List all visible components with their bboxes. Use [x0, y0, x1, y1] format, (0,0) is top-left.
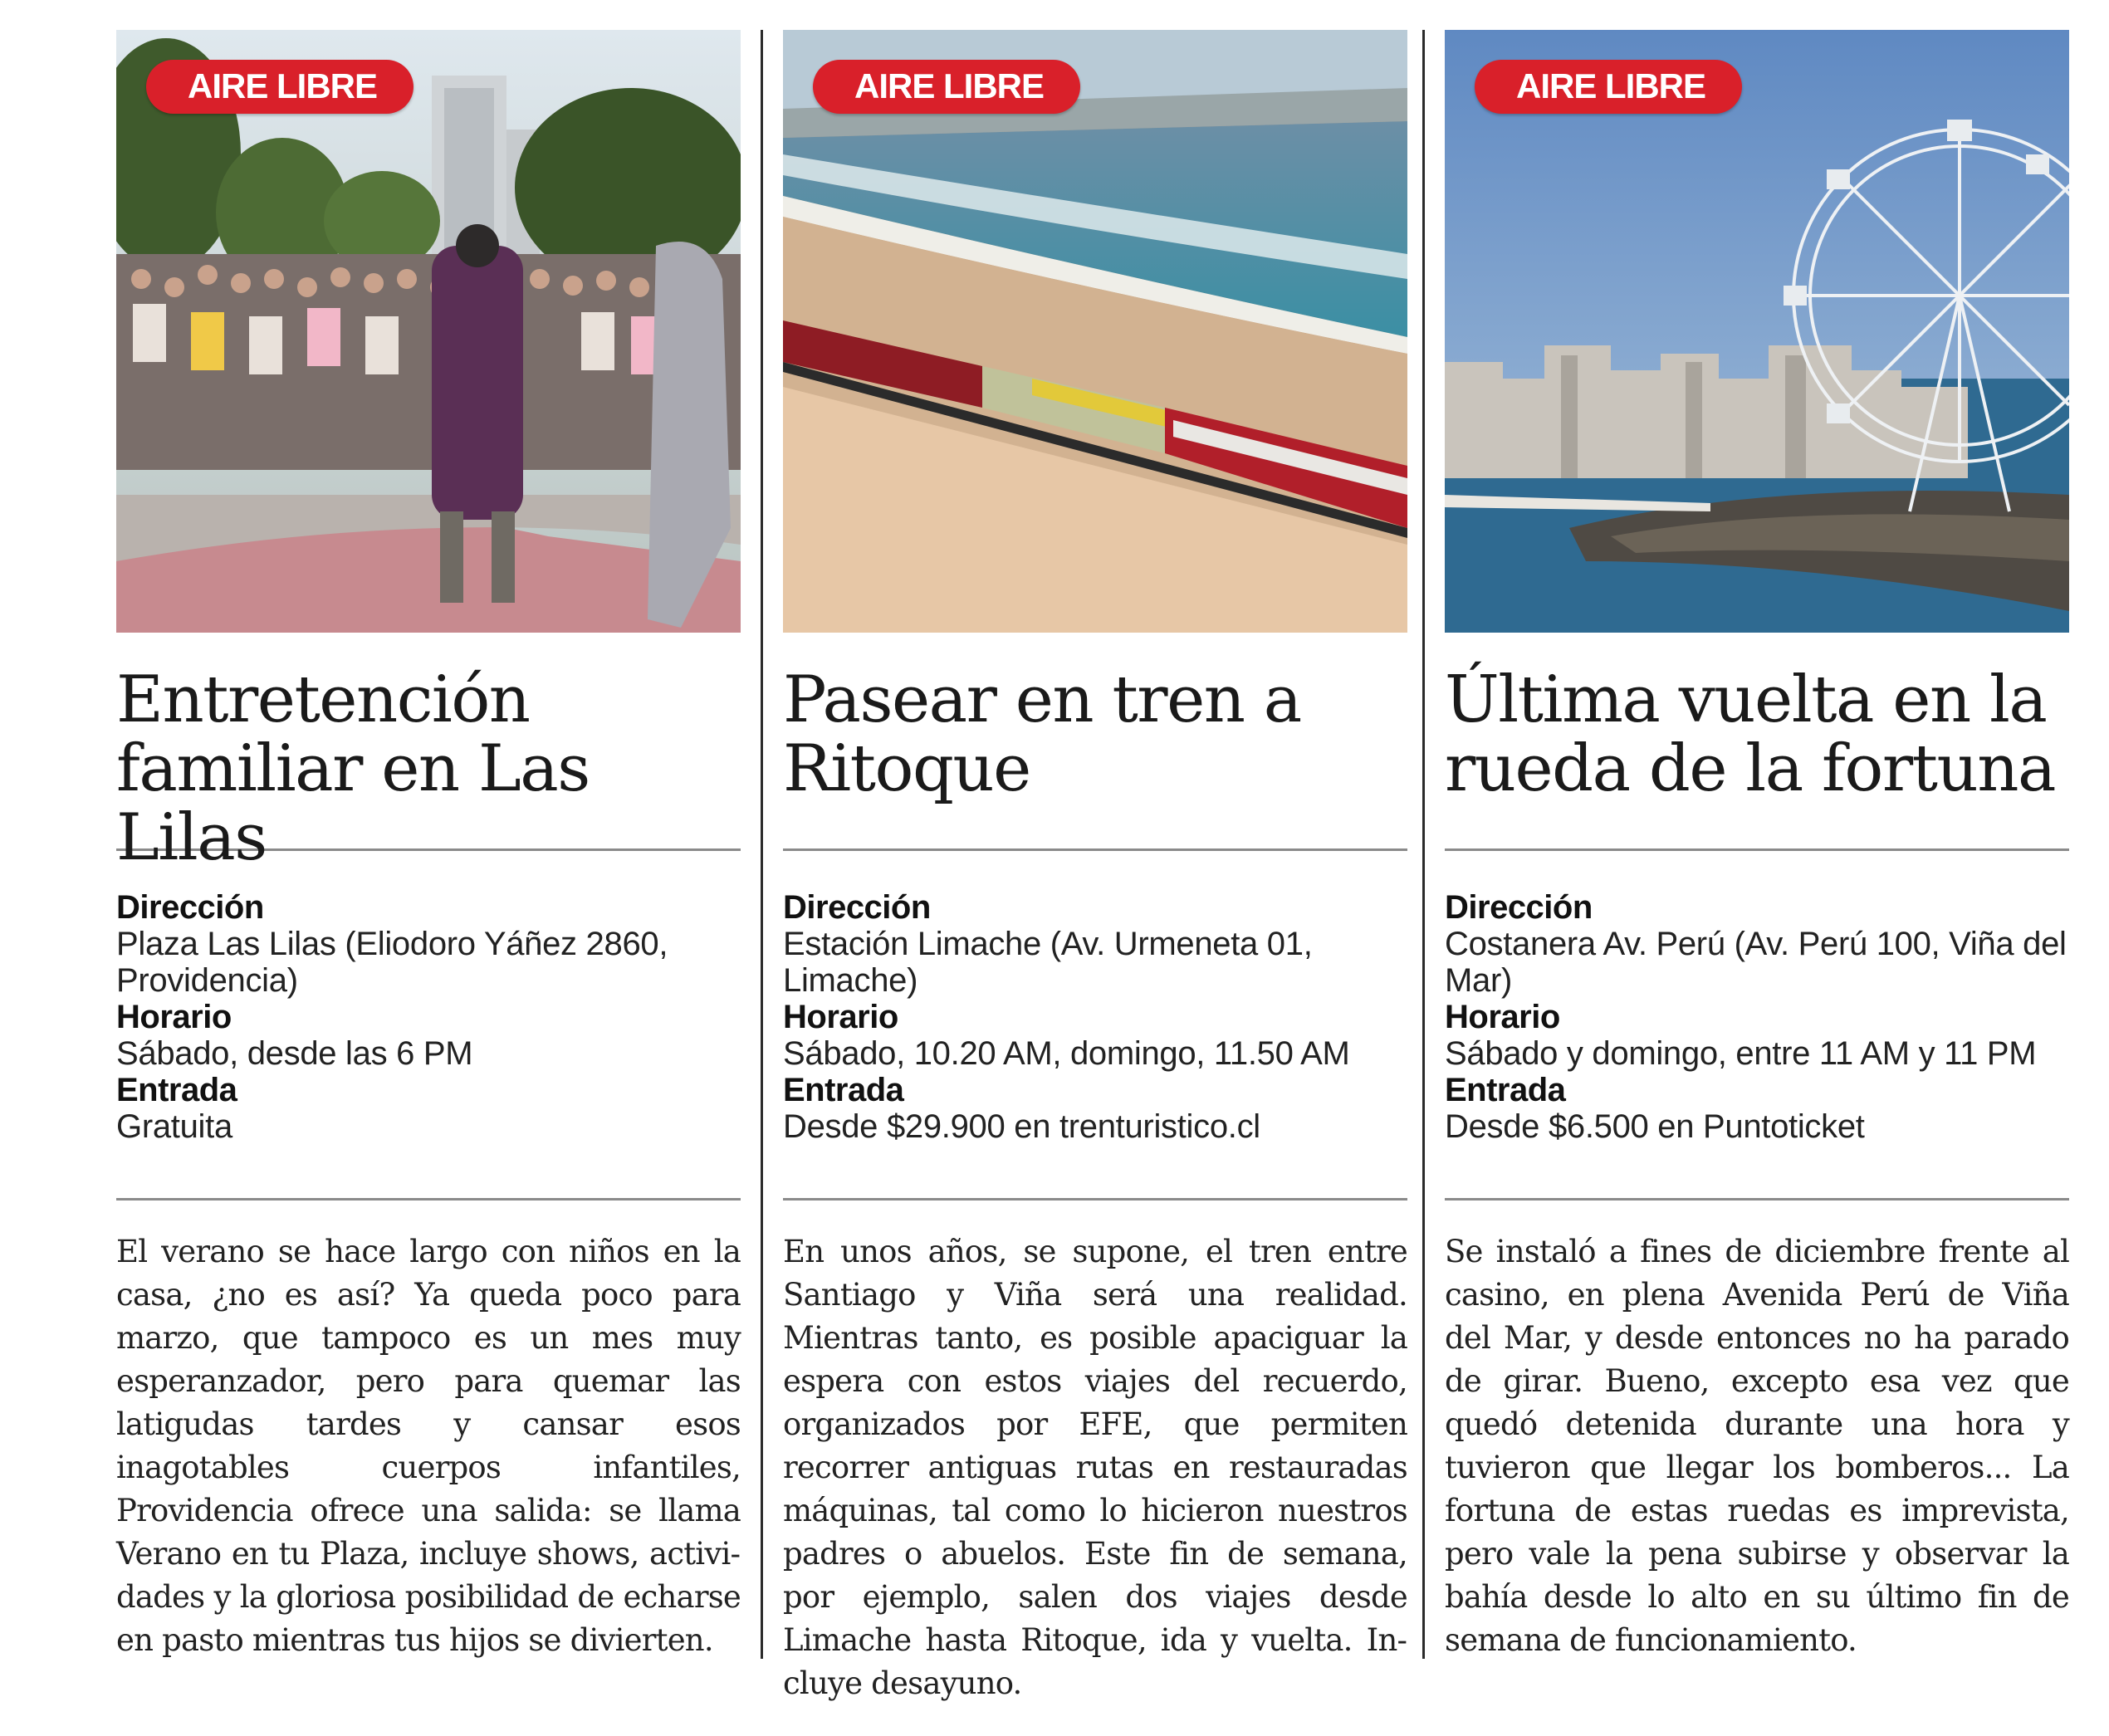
direccion-value: Estación Limache (Av. Urmeneta 01, Limache): [783, 926, 1313, 999]
section-divider: [1445, 848, 2069, 851]
horario-label: Horario: [783, 999, 898, 1035]
photo-family-show: [116, 30, 741, 633]
section-divider: [783, 1198, 1407, 1201]
event-info: [783, 889, 1407, 1198]
article-title: Última vuelta en la rueda de la fortuna: [1445, 663, 2055, 806]
event-info: [1445, 889, 2069, 1198]
article-title: Pasear en tren a Ritoque: [783, 663, 1301, 806]
section-divider: [1445, 1198, 2069, 1201]
article-body: Se instaló a fines de diciembre frente al casino, en plena Avenida Perú de Viña del Mar, y desde entonces no ha parado de girar. Bueno, excepto esa vez que quedó detenida durante una hora y tuvieron que llegar los bomberos... La fortuna de estas ruedas es imprevista, pero vale la pena subirse y observar la bahía desde lo alto en su último fin de semana de funcionamiento.: [1445, 1234, 2069, 1658]
horario-value: Sábado, desde las 6 PM: [116, 1035, 473, 1072]
article-body: El verano se hace largo con niños en la casa, ¿no es así? Ya queda poco para marzo, que tampoco es un mes muy esperanzador, pero para quemar las latigudas tardes y cansar esos inagotables cuerpos infantiles, Providencia ofrece una salida: se llama Verano en tu Plaza, incluye shows, actividades y la gloriosa posibilidad de echarse en pasto mientras tus hijos se divierten.: [116, 1234, 741, 1658]
direccion-value: Plaza Las Lilas (Eliodoro Yáñez 2860, Providencia): [116, 926, 668, 999]
photo-ferris-wheel: [1445, 30, 2069, 633]
article-column-las-lilas: [116, 30, 741, 1693]
train-beach-photo-illustration: [783, 30, 1407, 633]
photo-train-beach: [783, 30, 1407, 633]
entrada-value: Desde $29.900 en trenturistico.cl: [783, 1108, 1260, 1145]
category-badge: AIRE LIBRE: [1475, 60, 1742, 114]
category-badge: AIRE LIBRE: [146, 60, 413, 114]
direccion-label: Dirección: [1445, 889, 1593, 926]
ferris-wheel-photo-illustration: [1445, 30, 2069, 633]
column-divider: [761, 30, 763, 1659]
category-badge: AIRE LIBRE: [813, 60, 1080, 114]
horario-label: Horario: [116, 999, 232, 1035]
article-column-ritoque: [783, 30, 1407, 1736]
direccion-value: Costanera Av. Perú (Av. Perú 100, Viña del Mar): [1445, 926, 2067, 999]
article-title: Entretención familiar en Las Lilas: [116, 663, 590, 875]
article-body: En unos años, se supone, el tren entre Santiago y Viña será una realidad. Mientras tanto, es posible apaciguar la espera con estos viajes del recuerdo, organizados por EFE, que permiten recorrer antiguas rutas en restauradas máquinas, tal como lo hicieron nuestros padres o abuelos. Este fin de semana, por ejemplo, salen dos viajes desde Limache hasta Ritoque, ida y vuelta. Incluye desayuno.: [783, 1234, 1407, 1701]
horario-label: Horario: [1445, 999, 1560, 1035]
section-divider: [116, 1198, 741, 1201]
entrada-value: Desde $6.500 en Puntoticket: [1445, 1108, 1865, 1145]
article-column-rueda: [1445, 30, 2069, 1693]
entrada-label: Entrada: [1445, 1072, 1566, 1108]
family-show-photo-illustration: [116, 30, 741, 633]
entrada-label: Entrada: [783, 1072, 904, 1108]
direccion-label: Dirección: [783, 889, 931, 926]
section-divider: [783, 848, 1407, 851]
event-info: [116, 889, 741, 1198]
entrada-label: Entrada: [116, 1072, 237, 1108]
direccion-label: Dirección: [116, 889, 264, 926]
horario-value: Sábado, 10.20 AM, domingo, 11.50 AM: [783, 1035, 1350, 1072]
column-divider: [1422, 30, 1425, 1659]
entrada-value: Gratuita: [116, 1108, 232, 1145]
horario-value: Sábado y domingo, entre 11 AM y 11 PM: [1445, 1035, 2037, 1072]
